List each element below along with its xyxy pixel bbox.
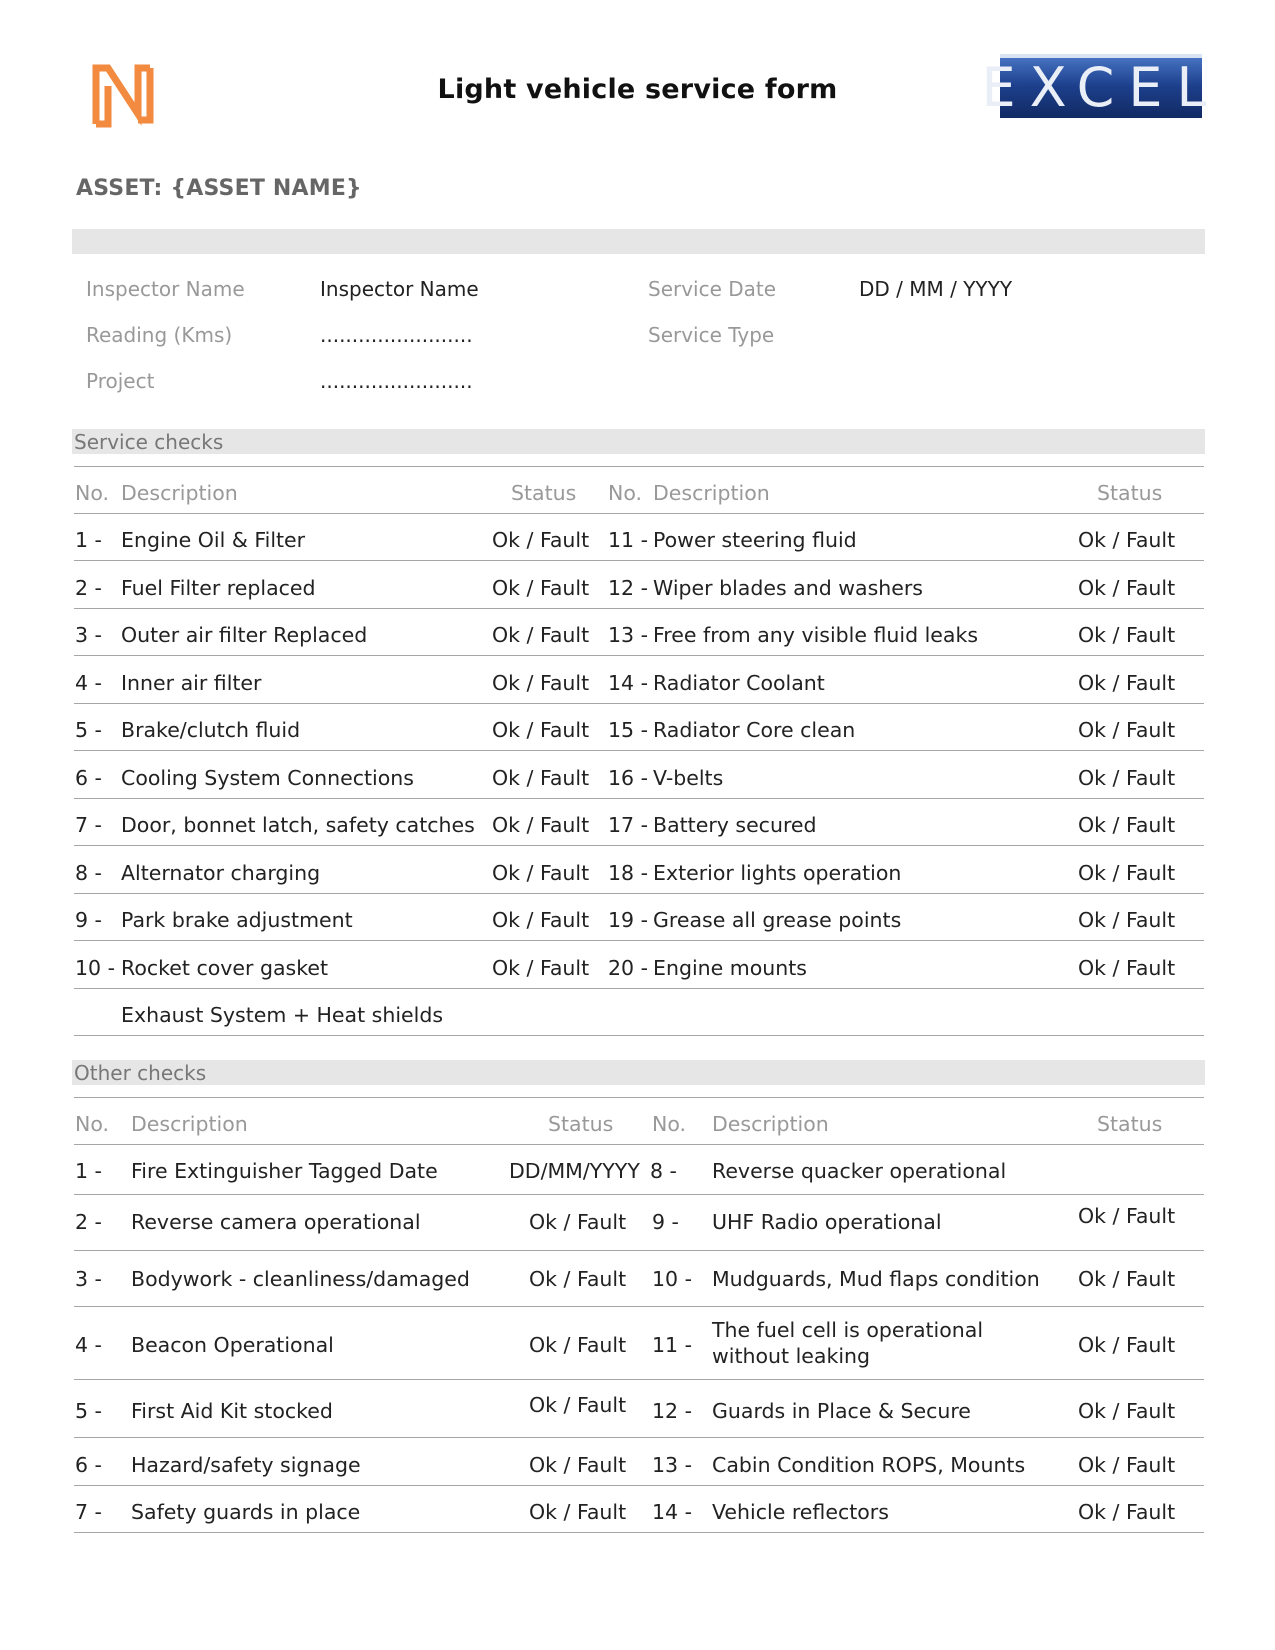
item-number: 15 -: [608, 718, 648, 742]
row-divider: [74, 1532, 1204, 1533]
header-no: No.: [608, 481, 643, 505]
item-number: 2 -: [75, 1210, 102, 1234]
header-description: Description: [712, 1112, 829, 1136]
item-description: Exterior lights operation: [653, 860, 902, 885]
item-status[interactable]: Ok / Fault: [529, 1453, 627, 1477]
item-description: Mudguards, Mud flaps condition: [712, 1267, 1040, 1291]
item-number: 16 -: [608, 765, 648, 790]
item-status[interactable]: Ok / Fault: [1078, 1267, 1176, 1291]
row-divider: [74, 750, 1204, 751]
inspector-name-label: Inspector Name: [86, 277, 245, 301]
item-number: 9 -: [652, 1210, 679, 1234]
row-divider: [74, 940, 1204, 941]
item-description: Power steering fluid: [653, 528, 857, 552]
item-status[interactable]: Ok / Fault: [1078, 813, 1176, 837]
header-description: Description: [131, 1112, 248, 1136]
excel-logo-text: EXCEL: [981, 56, 1221, 119]
excel-logo: [981, 54, 1221, 119]
item-description: Radiator Core clean: [653, 718, 856, 742]
item-description: Reverse quacker operational: [712, 1159, 1007, 1183]
item-status[interactable]: Ok / Fault: [1078, 860, 1176, 885]
item-number: 9 -: [75, 908, 102, 932]
item-status[interactable]: Ok / Fault: [529, 1210, 627, 1234]
info-band: [72, 229, 1205, 254]
row-divider: [74, 1035, 1204, 1036]
item-number: 10 -: [75, 955, 115, 980]
header-no: No.: [75, 481, 110, 505]
item-description: V-belts: [653, 765, 724, 790]
item-description: Rocket cover gasket: [121, 955, 328, 980]
form-title: Light vehicle service form: [437, 74, 838, 105]
item-status[interactable]: Ok / Fault: [492, 813, 590, 837]
item-number: 19 -: [608, 908, 648, 932]
item-status[interactable]: Ok / Fault: [1078, 955, 1176, 980]
item-number: 17 -: [608, 813, 648, 837]
item-description: Vehicle reflectors: [712, 1500, 889, 1524]
item-status[interactable]: Ok / Fault: [492, 860, 590, 885]
item-description: Engine Oil & Filter: [121, 528, 306, 552]
item-description: Safety guards in place: [131, 1500, 361, 1524]
row-divider: [74, 1250, 1204, 1251]
item-status[interactable]: Ok / Fault: [1078, 1333, 1176, 1357]
item-status[interactable]: Ok / Fault: [492, 623, 590, 647]
item-number: 7 -: [75, 813, 102, 837]
other-checks-band: [72, 1060, 1205, 1085]
item-description: Guards in Place & Secure: [712, 1399, 971, 1423]
item-description: Fuel Filter replaced: [121, 575, 316, 600]
item-description: Bodywork - cleanliness/damaged: [131, 1267, 470, 1291]
reading-label: Reading (Kms): [86, 323, 233, 347]
item-description: Brake/clutch fluid: [121, 718, 301, 742]
item-description: Hazard/safety signage: [131, 1453, 361, 1477]
service-checks-band: [72, 429, 1205, 454]
header-status: Status: [1097, 481, 1163, 505]
item-description: Grease all grease points: [653, 908, 902, 932]
item-status[interactable]: DD/MM/YYYY: [509, 1159, 640, 1183]
header-status: Status: [1097, 1112, 1163, 1136]
item-description: Radiator Coolant: [653, 670, 825, 695]
item-description: Reverse camera operational: [131, 1210, 421, 1234]
row-divider: [74, 1194, 1204, 1195]
row-divider: [74, 1144, 1204, 1145]
item-description: Park brake adjustment: [121, 908, 353, 932]
item-description: Engine mounts: [653, 955, 807, 980]
header-no: No.: [652, 1112, 687, 1136]
item-number: 8 -: [650, 1159, 677, 1183]
item-status[interactable]: Ok / Fault: [492, 670, 590, 695]
row-divider: [74, 1437, 1204, 1438]
item-status[interactable]: Ok / Fault: [529, 1333, 627, 1357]
item-description: Outer air filter Replaced: [121, 623, 368, 647]
row-divider: [74, 513, 1204, 514]
item-number: 20 -: [608, 955, 648, 980]
row-divider: [74, 466, 1204, 467]
item-number: 4 -: [75, 1333, 102, 1357]
item-status[interactable]: Ok / Fault: [1078, 908, 1176, 932]
item-description: Alternator charging: [121, 860, 321, 885]
item-status[interactable]: Ok / Fault: [1078, 765, 1176, 790]
row-divider: [74, 798, 1204, 799]
item-number: 8 -: [75, 860, 102, 885]
item-status[interactable]: Ok / Fault: [492, 718, 590, 742]
item-description: Free from any visible fluid leaks: [653, 623, 979, 647]
item-description: Beacon Operational: [131, 1333, 334, 1357]
item-number: 6 -: [75, 765, 102, 790]
inspector-name-value[interactable]: Inspector Name: [320, 277, 479, 301]
item-description: First Aid Kit stocked: [131, 1399, 333, 1423]
item-number: 12 -: [652, 1399, 692, 1423]
item-description: Fire Extinguisher Tagged Date: [131, 1159, 438, 1183]
other-checks-title: Other checks: [74, 1061, 207, 1085]
item-number: 4 -: [75, 670, 102, 695]
header-status: Status: [548, 1112, 614, 1136]
item-description: Battery secured: [653, 813, 817, 837]
item-status[interactable]: Ok / Fault: [1078, 1453, 1176, 1477]
item-number: 11 -: [608, 528, 648, 552]
row-divider: [74, 893, 1204, 894]
item-status[interactable]: Ok / Fault: [1078, 575, 1176, 600]
row-divider: [74, 655, 1204, 656]
item-status[interactable]: Ok / Fault: [1078, 1204, 1176, 1228]
item-number: 14 -: [652, 1500, 692, 1524]
service-date-label: Service Date: [648, 277, 777, 301]
row-divider: [74, 608, 1204, 609]
item-description: Door, bonnet latch, safety catches: [121, 813, 475, 837]
item-number: 3 -: [75, 1267, 102, 1291]
item-description: The fuel cell is operational without leaking: [712, 1318, 984, 1368]
item-status[interactable]: Ok / Fault: [492, 575, 590, 600]
project-label: Project: [86, 369, 155, 393]
row-divider: [74, 1485, 1204, 1486]
service-date-value[interactable]: DD / MM / YYYY: [859, 277, 1013, 301]
item-status[interactable]: Ok / Fault: [529, 1267, 627, 1291]
item-number: 5 -: [75, 718, 102, 742]
item-number: 13 -: [652, 1453, 692, 1477]
item-status[interactable]: Ok / Fault: [1078, 670, 1176, 695]
row-divider: [74, 703, 1204, 704]
item-status[interactable]: Ok / Fault: [492, 765, 590, 790]
project-value[interactable]: ........................: [320, 369, 473, 393]
item-description: Exhaust System + Heat shields: [121, 1003, 444, 1027]
item-number: 5 -: [75, 1399, 102, 1423]
row-divider: [74, 1379, 1204, 1380]
item-number: 7 -: [75, 1500, 102, 1524]
item-description: Cabin Condition ROPS, Mounts: [712, 1453, 1026, 1477]
item-number: 10 -: [652, 1267, 692, 1291]
row-divider: [74, 845, 1204, 846]
item-description: Wiper blades and washers: [653, 575, 923, 600]
item-number: 14 -: [608, 670, 648, 695]
service-checks-title: Service checks: [74, 430, 224, 454]
item-status[interactable]: Ok / Fault: [1078, 623, 1176, 647]
item-status[interactable]: Ok / Fault: [492, 955, 590, 980]
service-type-label: Service Type: [648, 323, 775, 347]
item-status[interactable]: Ok / Fault: [492, 908, 590, 932]
item-description: Cooling System Connections: [121, 765, 414, 790]
item-status[interactable]: Ok / Fault: [1078, 528, 1176, 552]
item-number: 2 -: [75, 575, 102, 600]
row-divider: [74, 1306, 1204, 1307]
item-number: 18 -: [608, 860, 648, 885]
row-divider: [74, 1097, 1204, 1098]
item-number: 12 -: [608, 575, 648, 600]
item-status[interactable]: Ok / Fault: [1078, 1399, 1176, 1423]
item-number: 1 -: [75, 1159, 102, 1183]
header-description: Description: [121, 481, 238, 505]
item-status[interactable]: Ok / Fault: [492, 528, 590, 552]
item-status[interactable]: Ok / Fault: [529, 1393, 627, 1417]
item-status[interactable]: Ok / Fault: [1078, 718, 1176, 742]
item-number: 1 -: [75, 528, 102, 552]
item-status[interactable]: Ok / Fault: [1078, 1500, 1176, 1524]
item-number: 6 -: [75, 1453, 102, 1477]
header-no: No.: [75, 1112, 110, 1136]
asset-name-heading: ASSET: {ASSET NAME}: [76, 176, 362, 201]
header-description: Description: [653, 481, 770, 505]
item-number: 3 -: [75, 623, 102, 647]
item-description: UHF Radio operational: [712, 1210, 942, 1234]
item-number: 11 -: [652, 1333, 692, 1357]
item-status[interactable]: Ok / Fault: [529, 1500, 627, 1524]
item-number: 13 -: [608, 623, 648, 647]
reading-value[interactable]: ........................: [320, 323, 473, 347]
item-description: Inner air filter: [121, 670, 262, 695]
row-divider: [74, 988, 1204, 989]
row-divider: [74, 560, 1204, 561]
header-status: Status: [511, 481, 577, 505]
